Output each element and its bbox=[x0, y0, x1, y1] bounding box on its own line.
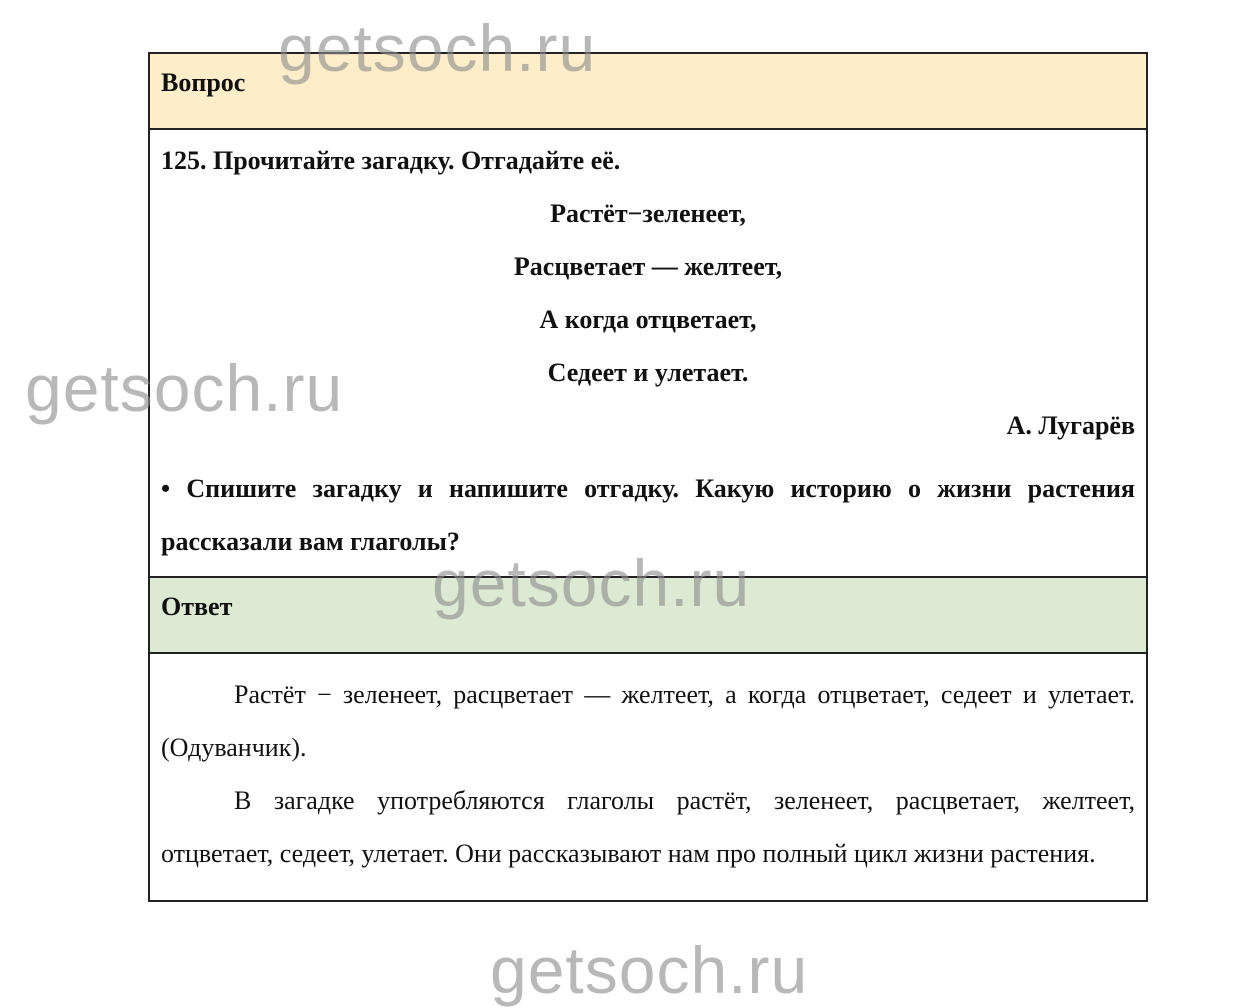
answer-paragraph: Растёт − зеленеет, расцветает — желтеет, а когда отцветает, седеет и улетает. (Одуванчик). bbox=[161, 680, 1135, 762]
riddle-line: Расцветает — желтеет, bbox=[513, 252, 783, 281]
answer-paragraph: В загадке употребляются глаголы растёт, зеленеет, расцветает, желтеет, отцветает, седеет, улетает. Они рассказывают нам про полный цикл жизни растения. bbox=[161, 786, 1135, 868]
question-header-label: Вопрос bbox=[161, 68, 246, 97]
answer-header bbox=[150, 578, 1146, 654]
riddle-line: А когда отцветает, bbox=[539, 305, 757, 334]
watermark-text: getsoch.ru bbox=[432, 546, 751, 620]
answer-body bbox=[150, 654, 1146, 900]
answer-header-label: Ответ bbox=[161, 592, 233, 621]
question-task: • Спишите загадку и напишите отгадку. Какую историю о жизни растения рассказали вам глаголы? bbox=[161, 474, 1135, 556]
question-header bbox=[150, 54, 1146, 130]
watermark-text: getsoch.ru bbox=[278, 11, 597, 85]
riddle-line: Седеет и улетает. bbox=[547, 358, 749, 387]
qa-sheet bbox=[148, 52, 1148, 902]
watermark-text: getsoch.ru bbox=[25, 351, 344, 425]
question-title: 125. Прочитайте загадку. Отгадайте её. bbox=[161, 146, 621, 175]
riddle-author: А. Лугарёв bbox=[1006, 411, 1135, 440]
question-body bbox=[150, 130, 1146, 578]
riddle-line: Растёт−зеленеет, bbox=[550, 199, 746, 228]
watermark-text: getsoch.ru bbox=[490, 933, 809, 1007]
